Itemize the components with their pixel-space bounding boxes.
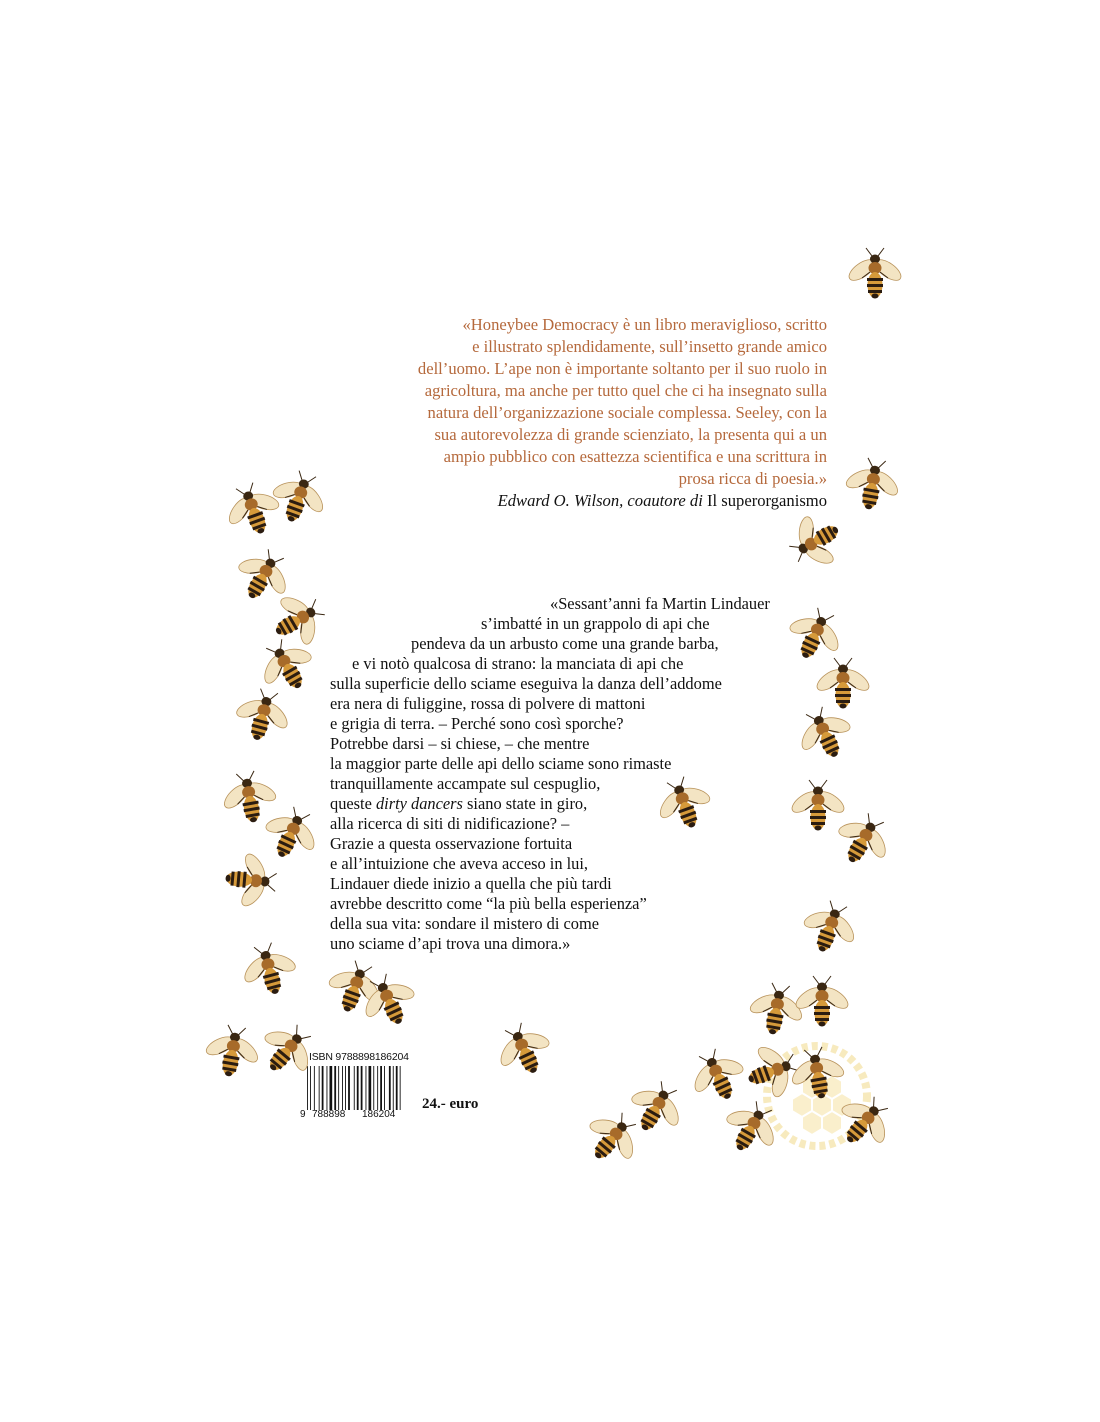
barcode-bar [369, 1066, 372, 1110]
quote-line: uno sciame d’api trova una dimora.» [330, 934, 571, 953]
quote-line: era nera di fuliggine, rossa di polvere di mattoni [330, 694, 646, 713]
quote-line: pendeva da un arbusto come una grande barba, [411, 634, 719, 653]
barcode-bar [393, 1066, 394, 1110]
quote-text: siano state in giro, [462, 794, 588, 813]
barcode-bar [319, 1066, 320, 1110]
bee-icon [832, 812, 892, 872]
bee-icon [232, 688, 292, 748]
bee-icon [625, 1080, 685, 1140]
isbn-group-2: 186204 [362, 1109, 396, 1120]
bee-icon [833, 1094, 893, 1154]
price: 24.- euro [422, 1096, 479, 1112]
isbn-first-digit: 9 [300, 1109, 306, 1120]
bee-icon [720, 1100, 780, 1160]
bee-icon [256, 1022, 316, 1082]
bee-icon [842, 457, 902, 517]
barcode-bar [373, 1066, 374, 1110]
barcode-bar [366, 1066, 367, 1110]
quote-line: Lindauer diede inizio a quella che più tardi [330, 874, 612, 893]
barcode-bar [322, 1066, 324, 1110]
bee-icon [655, 776, 715, 836]
quote-text: queste [330, 794, 376, 813]
barcode-bar [400, 1066, 401, 1110]
barcode-bar [348, 1066, 350, 1110]
quote-line: s’imbatté in un grappolo di api che [481, 614, 710, 633]
bee-icon [792, 974, 852, 1034]
quote-line: alla ricerca di siti di nidificazione? – [330, 814, 570, 833]
isbn-label: ISBN 9788898186204 [309, 1051, 409, 1063]
quote-line: e vi notò qualcosa di strano: la manciata di api che [352, 654, 684, 673]
quote-line: sulla superficie dello sciame eseguiva la danza dell’addome [330, 674, 722, 693]
quote-line: e illustrato splendidamente, sull’insetto grande amico [472, 337, 827, 356]
barcode-bar [342, 1066, 343, 1110]
quote-line: «Honeybee Democracy è un libro meraviglioso, scritto [462, 315, 827, 334]
attribution-book: Il superorganismo [702, 491, 827, 510]
bee-icon [799, 900, 859, 960]
barcode-bar [357, 1066, 359, 1110]
bee-icon [202, 1024, 262, 1084]
quote-line: la maggior parte delle api dello sciame sono rimaste [330, 754, 672, 773]
quote-line: dell’uomo. L’ape non è importante soltanto per il suo ruolo in [417, 359, 827, 378]
wilson-quote [347, 314, 827, 490]
quote-line: Potrebbe darsi – si chiese, – che mentre [330, 734, 590, 753]
barcode-bar [361, 1066, 363, 1110]
quote-line: sua autorevolezza di grande scienziato, la presenta qui a un [434, 425, 827, 444]
barcode-bar [384, 1066, 385, 1110]
bee-icon [796, 706, 856, 766]
barcode [307, 1066, 401, 1110]
barcode-bar [327, 1066, 328, 1110]
barcode-bar [396, 1066, 398, 1110]
quote-line: prosa ricca di poesia.» [678, 469, 827, 488]
bee-icon [240, 942, 300, 1002]
quote-line: agricoltura, ma anche per tutto quel che ci ha insegnato sulla [424, 381, 827, 400]
quote-line [330, 794, 587, 814]
barcode-bar [334, 1066, 336, 1110]
bee-icon [845, 246, 905, 306]
quote-attribution [498, 490, 827, 512]
bee-icon [218, 850, 278, 910]
barcode-bar [377, 1066, 378, 1110]
quote-line: avrebbe descritto come “la più bella esperienza” [330, 894, 647, 913]
quote-line: della sua vita: sondare il mistero di come [330, 914, 600, 933]
barcode-bar [354, 1066, 355, 1110]
barcode-bar [338, 1066, 339, 1110]
bee-icon [360, 973, 420, 1033]
quote-line: e all’intuizione che aveva acceso in lui, [330, 854, 589, 873]
quote-line: «Sessant’anni fa Martin Lindauer [550, 594, 770, 613]
quote-line: ampio pubblico con esattezza scientifica e una scrittura in [443, 447, 827, 466]
barcode-bar [380, 1066, 382, 1110]
quote-line: e grigia di terra. – Perché sono così sporche? [330, 714, 624, 733]
quote-line: tranquillamente accampate sul cespuglio, [330, 774, 601, 793]
bee-icon [495, 1022, 555, 1082]
quote-line: natura dell’organizzazione sociale complessa. Seeley, con la [427, 403, 827, 422]
barcode-bar [330, 1066, 333, 1110]
bee-icon [268, 470, 328, 530]
barcode-bar [389, 1066, 391, 1110]
quote-line: Grazie a questa osservazione fortuita [330, 834, 573, 853]
bee-icon [788, 510, 848, 570]
attribution-author: Edward O. Wilson, coautore di [497, 491, 703, 510]
barcode-bar [345, 1066, 346, 1110]
isbn-group-1: 788898 [312, 1109, 346, 1120]
quote-italic: dirty dancers [375, 794, 463, 813]
